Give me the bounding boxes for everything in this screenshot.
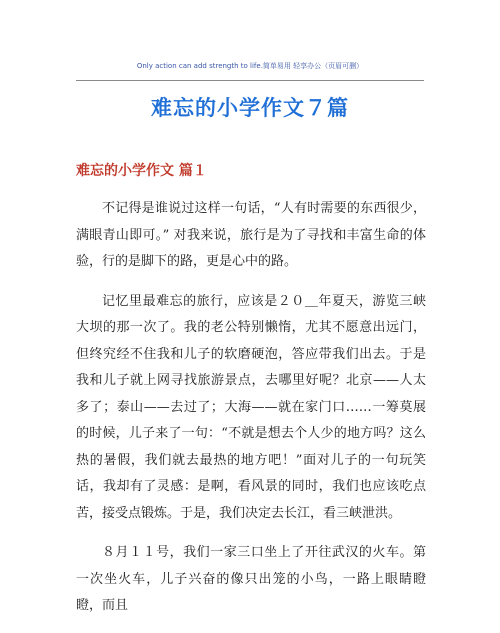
paragraph: 记忆里最难忘的旅行，应该是２０＿年夏天，游览三峡大坝的那一次了。我的老公特别懒惰，尤其不愿意出远门，但终究经不住我和儿子的软磨硬泡，答应带我们出去。于是我和儿子就上网寻找旅游景点，去哪里好呢？北京——人太多了；泰山——去过了；大海——就在家门口……一筹莫展的时候，儿子来了一句：“不就是想去个人少的地方吗？这么热的暑假，我们就去最热的地方吧！”面对儿子的一句玩笑话，我却有了灵感：是啊，看风景的同时，我们也应该吃点苦，接受点锻炼。于是，我们决定去长江，看三峡泄洪。 bbox=[76, 293, 426, 521]
document-title: 难忘的小学作文７篇 bbox=[151, 96, 349, 120]
paragraph: 不记得是谁说过这样一句话，“人有时需要的东西很少，满眼青山即可。” 对我来说，旅行是为了寻找和丰富生命的体验，行的是脚下的路，更是心中的路。 bbox=[76, 201, 426, 269]
page-header-tagline: Only action can add strength to life.简单易用 轻享办公（页眉可删） bbox=[136, 62, 364, 70]
document-body bbox=[76, 196, 426, 633]
section-heading: 难忘的小学作文 篇１ bbox=[76, 163, 207, 179]
header-divider bbox=[76, 80, 424, 81]
paragraph: ８月１１号，我们一家三口坐上了开往武汉的火车。第一次坐火车，儿子兴奋的像只出笼的小鸟，一路上眼睛瞪瞪，而且 bbox=[76, 545, 426, 613]
